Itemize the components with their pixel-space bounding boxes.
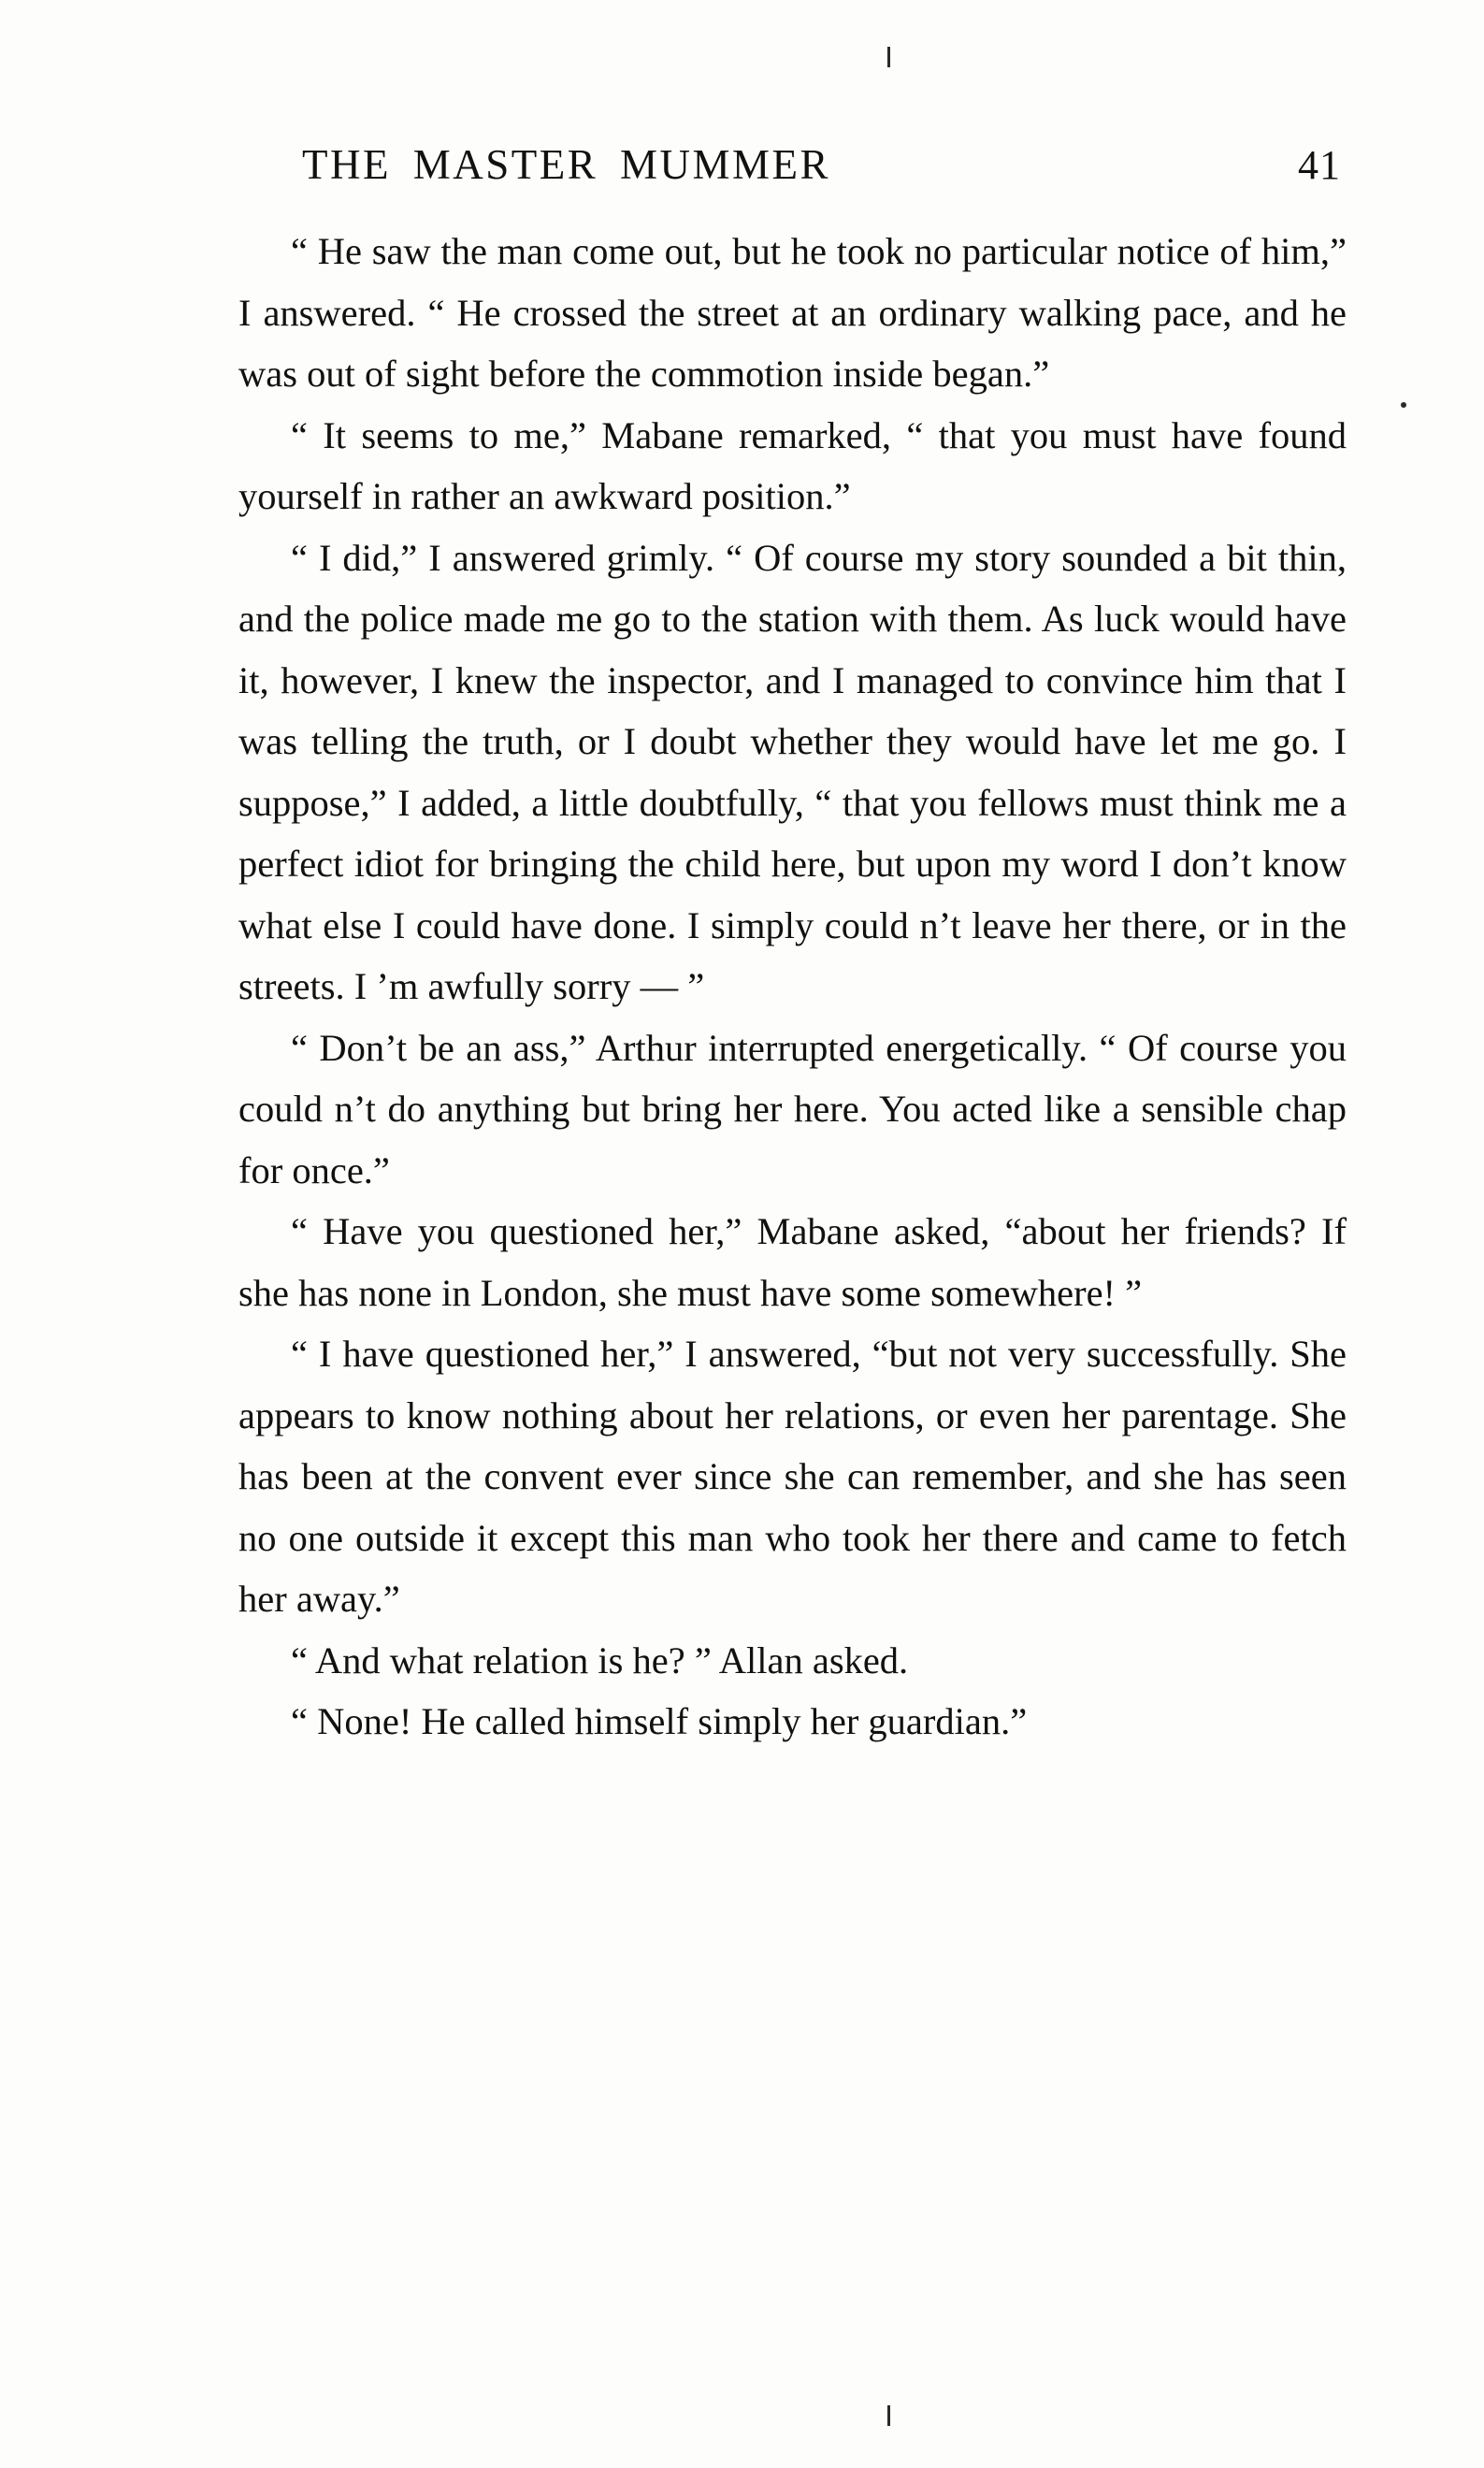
page-number: 41: [1298, 142, 1341, 188]
body-paragraph: “ And what relation is he? ” Allan asked.: [291, 1638, 909, 1681]
body-paragraph: “ Don’t be an ass,” Arthur interrupted energetically. “ Of course you could n’t do anything but bring her here. You acted like a sensible chap for once.”: [238, 1026, 1347, 1191]
body-paragraph: “ Have you questioned her,” Mabane asked, “about her friends? If she has none in London, she must have some somewhere! ”: [238, 1210, 1347, 1314]
running-head: [238, 140, 1347, 189]
body-paragraph: “ None! He called himself simply her guardian.”: [291, 1700, 1028, 1742]
body-paragraph: “ It seems to me,” Mabane remarked, “ that you must have found yourself in rather an awkward position.”: [238, 413, 1347, 517]
bottom-register-mark: [887, 2405, 890, 2426]
right-margin-speck: [1401, 402, 1406, 408]
top-register-mark: [887, 47, 890, 67]
page-content: [238, 140, 1347, 1753]
body-paragraph: “ I have questioned her,” I answered, “but not very successfully. She appears to know nothing about her relations, or even her parentage. She has been at the convent ever since she can remember, and she has seen no one outside it except this man who took her there and came to fetch her away.”: [238, 1333, 1347, 1620]
page-title: THE MASTER MUMMER: [302, 141, 831, 188]
body-paragraph: “ He saw the man come out, but he took no particular notice of him,” I answered. “ He crossed the street at an ordinary walking pace, and he was out of sight before the commotion inside began.”: [238, 230, 1347, 395]
body-paragraph: “ I did,” I answered grimly. “ Of course my story sounded a bit thin, and the police made me go to the station with them. As luck would have it, however, I knew the inspector, and I managed to convince him that I was telling the truth, or I doubt whether they would have let me go. I suppose,” I added, a little doubtfully, “ that you fellows must think me a perfect idiot for bringing the child here, but upon my word I don’t know what else I could have done. I simply could n’t leave her there, or in the streets. I ’m awfully sorry — ”: [238, 536, 1347, 1007]
